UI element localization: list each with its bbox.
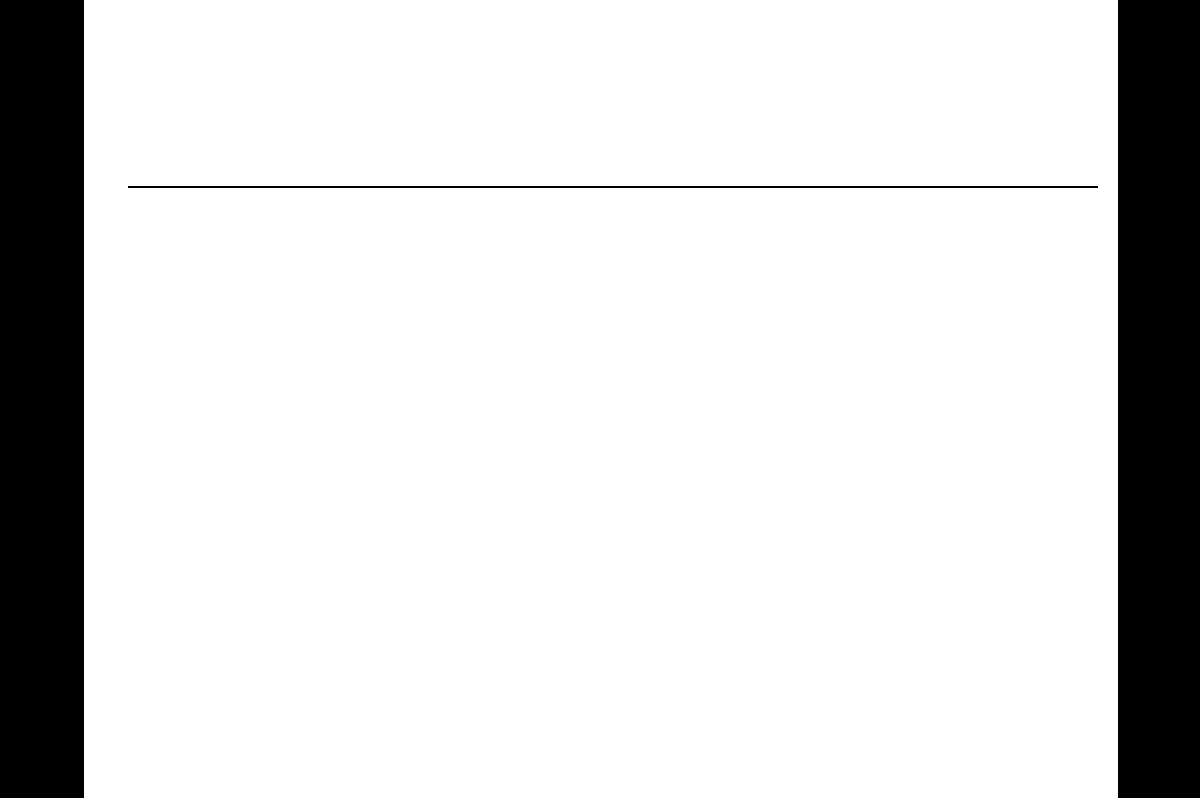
left-black-bar: [0, 0, 84, 798]
right-black-bar: [1118, 0, 1200, 798]
dummy-rob-row: [0, 219, 1200, 233]
header-rule: [128, 186, 1098, 188]
